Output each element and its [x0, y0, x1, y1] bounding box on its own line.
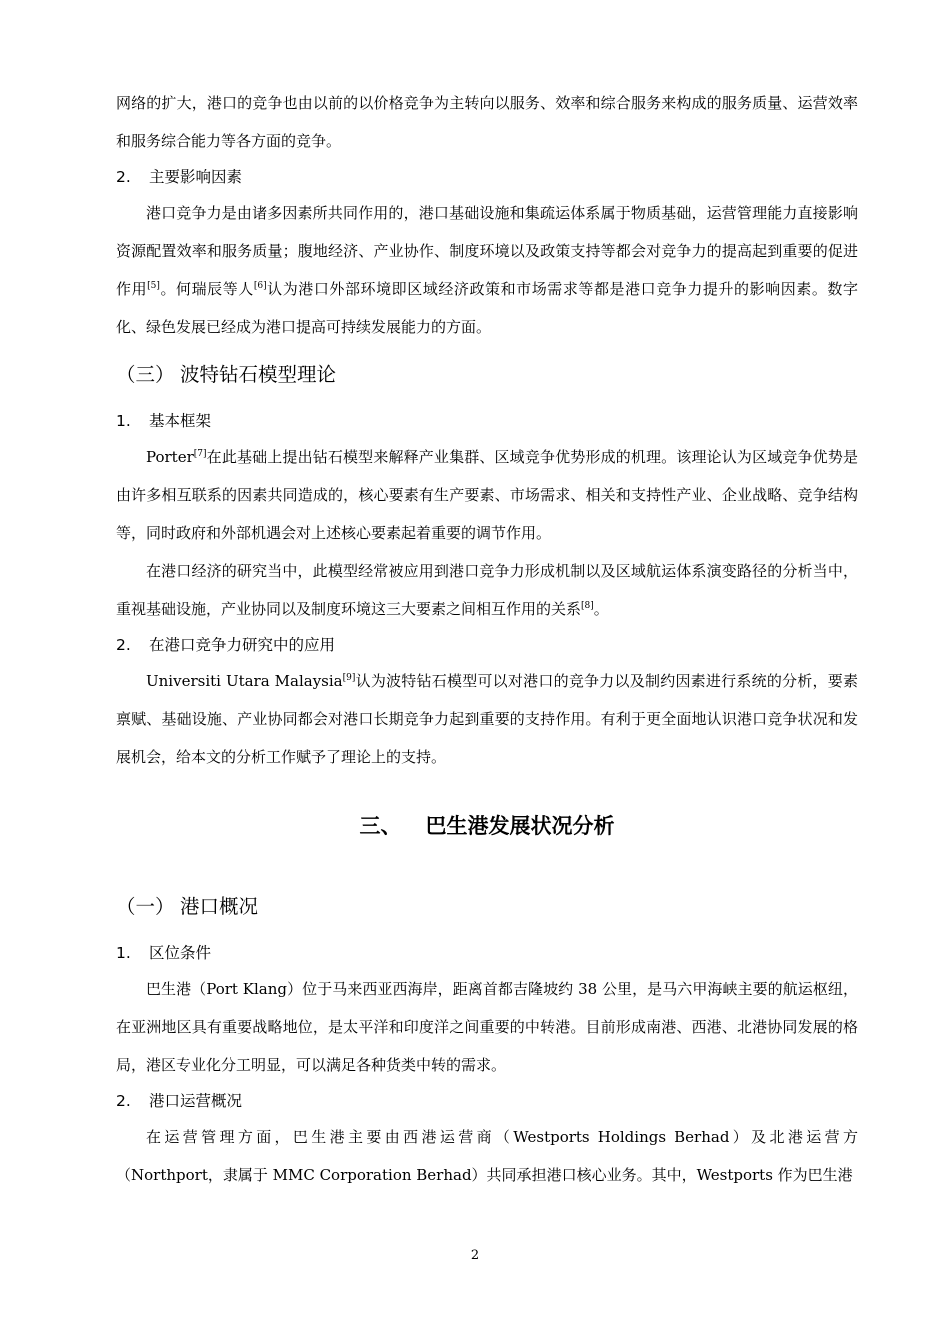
text-run: 。何瑞辰等人	[159, 280, 254, 298]
text-run: Porter	[146, 448, 194, 466]
text-run: 认为港口外部环境即区域经济政策和市场需求等都是港口竞争力提升的影响因素。数字化、绿色发展已经成为港口提高可持续发展能力的方面。	[116, 280, 858, 336]
heading-port-overview	[116, 882, 858, 932]
paragraph-competition-continued: 网络的扩大，港口的竞争也由以前的以价格竞争为主转向以服务、效率和综合服务来构成的服务质量、运营效率和服务综合能力等各方面的竞争。	[116, 94, 858, 150]
text-run: 。	[593, 600, 609, 618]
heading-number: 2.	[116, 168, 131, 186]
heading-text: 在港口竞争力研究中的应用	[149, 636, 336, 654]
chapter-title: 巴生港发展状况分析	[425, 814, 615, 838]
heading-number: （一）	[116, 895, 175, 918]
text-run: 在此基础上提出钻石模型来解释产业集群、区域竞争优势形成的机理。该理论认为区域竞争优势是由许多相互联系的因素共同造成的，核心要素有生产要素、市场需求、相关和支持性产业、企业战略、竞争结构等，同时政府和外部机遇会对上述核心要素起着重要的调节作用。	[116, 448, 858, 542]
page-number: 2	[470, 1248, 480, 1263]
heading-text: 港口运营概况	[149, 1092, 243, 1110]
heading-text: 主要影响因素	[149, 168, 243, 186]
citation-ref: [9]	[342, 673, 356, 683]
paragraph-port-economics	[116, 552, 858, 628]
heading-main-factors	[116, 160, 858, 194]
heading-number: 2.	[116, 1092, 131, 1110]
heading-application	[116, 628, 858, 662]
heading-number: 1.	[116, 944, 131, 962]
text-run: 在港口经济的研究当中，此模型经常被应用到港口竞争力形成机制以及区域航运体系演变路径的分析当中，重视基础设施，产业协同以及制度环境这三大要素之间相互作用的关系	[116, 562, 858, 618]
heading-number: 2.	[116, 636, 131, 654]
paragraph-operation: 在运营管理方面，巴生港主要由西港运营商（Westports Holdings Berhad）及北港运营方（Northport，隶属于 MMC Corporation Berhad）共同承担港口核心业务。其中，Westports 作为巴生港	[116, 1128, 858, 1184]
chapter-number: 三、	[359, 814, 402, 838]
heading-text: 基本框架	[149, 412, 212, 430]
heading-operation	[116, 1084, 858, 1118]
paragraph-porter-framework	[116, 438, 858, 552]
paragraph-application	[116, 662, 858, 776]
page-body	[116, 84, 858, 1194]
heading-location	[116, 936, 858, 970]
heading-text: 波特钻石模型理论	[180, 363, 337, 386]
citation-ref: [5]	[147, 281, 160, 291]
heading-number: （三）	[116, 363, 175, 386]
heading-porter-diamond	[116, 350, 858, 400]
heading-number: 1.	[116, 412, 131, 430]
citation-ref: [6]	[253, 281, 267, 291]
paragraph-location: 巴生港（Port Klang）位于马来西亚西海岸，距离首都吉隆坡约 38 公里，是马六甲海峡主要的航运枢纽，在亚洲地区具有重要战略地位，是太平洋和印度洋之间重要的中转港。目前形成南港、西港、北港协同发展的格局，港区专业化分工明显，可以满足各种货类中转的需求。	[116, 980, 858, 1074]
chapter-heading	[116, 806, 858, 846]
text-run: 认为波特钻石模型可以对港口的竞争力以及制约因素进行系统的分析，要素禀赋、基础设施、产业协同都会对港口长期竞争力起到重要的支持作用。有利于更全面地认识港口竞争状况和发展机会，给本文的分析工作赋予了理论上的支持。	[116, 672, 858, 766]
citation-ref: [8]	[581, 601, 594, 611]
heading-basic-framework	[116, 404, 858, 438]
text-run: Universiti Utara Malaysia	[146, 672, 343, 690]
citation-ref: [7]	[193, 449, 207, 459]
text-run: 港口竞争力是由诸多因素所共同作用的，港口基础设施和集疏运体系属于物质基础，运营管理能力直接影响资源配置效率和服务质量；腹地经济、产业协作、制度环境以及政策支持等都会对竞争力的提高起到重要的促进作用	[116, 204, 858, 298]
heading-text: 港口概况	[180, 895, 259, 918]
paragraph-main-factors	[116, 194, 858, 346]
heading-text: 区位条件	[149, 944, 212, 962]
